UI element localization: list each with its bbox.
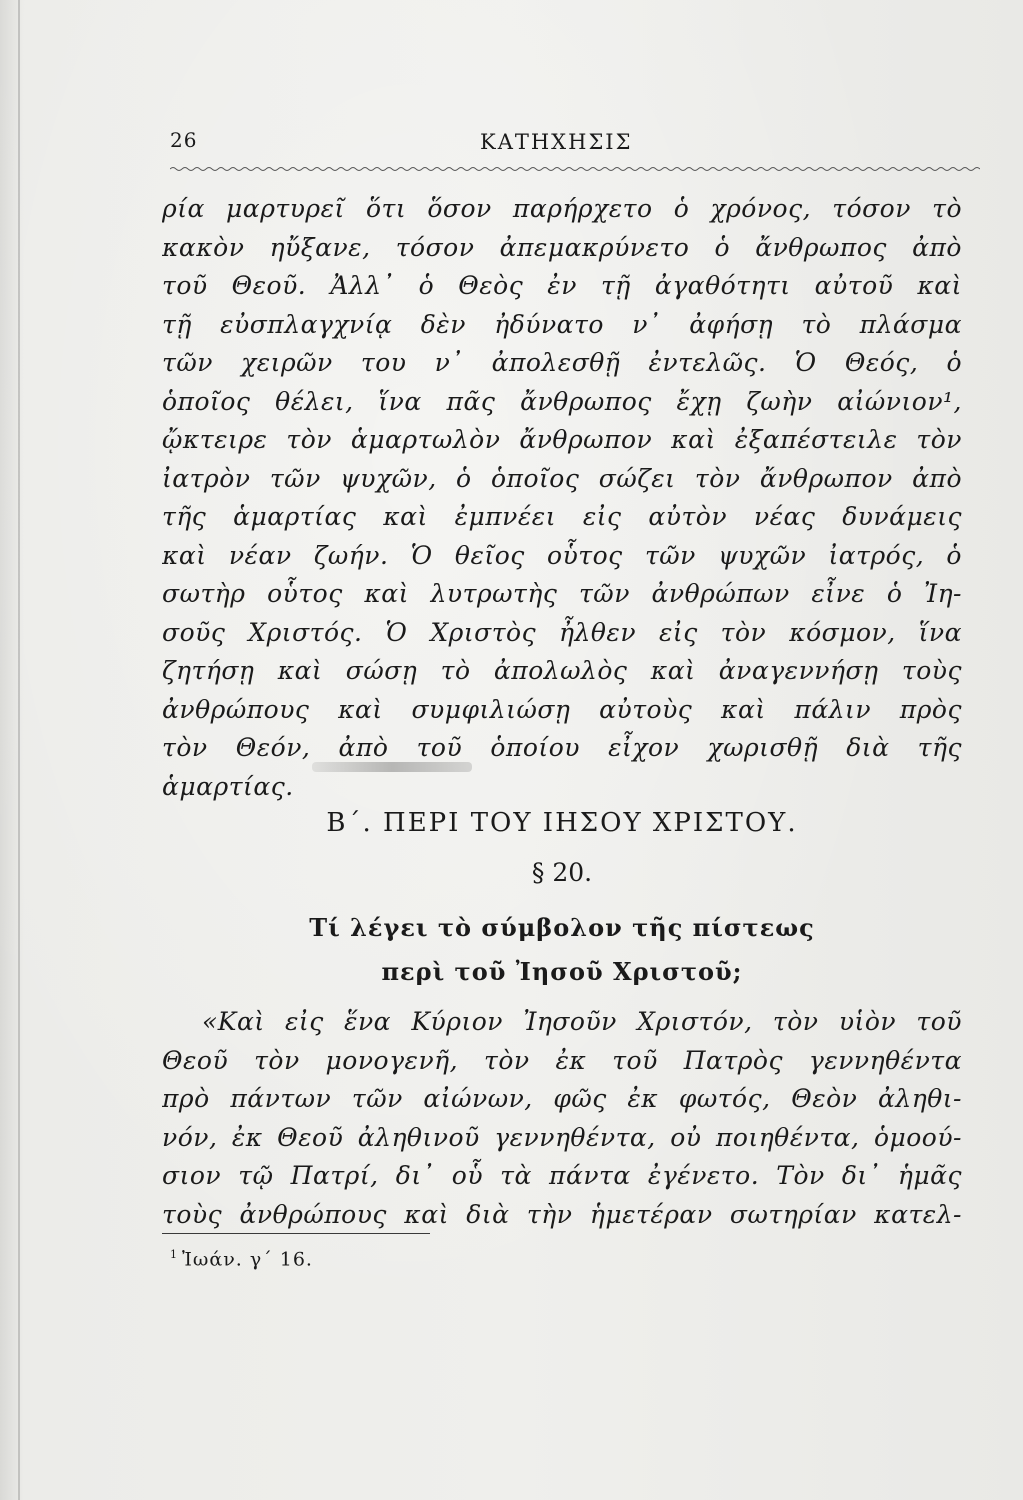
text-line: ᾤκτειρε τὸν ἁμαρτωλὸν ἄνθρωπον καὶ ἐξαπέστειλε τὸν: [162, 425, 962, 454]
text-line: τὸν Θεόν, ἀπὸ τοῦ ὁποίου εἶχον χωρισθῇ διὰ τῆς: [162, 733, 962, 762]
answer-paragraph: [162, 1003, 962, 1234]
footnote-rule: [162, 1233, 430, 1234]
text-line: τοὺς ἀνθρώπους καὶ διὰ τὴν ἡμετέραν σωτηρίαν κατελ-: [162, 1199, 962, 1229]
question-line: Τί λέγει τὸ σύμβολον τῆς πίστεως: [309, 913, 815, 942]
running-title: ΚΑΤΗΧΗΣΙΣ: [480, 130, 633, 154]
paragraph-number: § 20.: [531, 858, 593, 887]
text-line: ἰατρὸν τῶν ψυχῶν, ὁ ὁποῖος σώζει τὸν ἄνθρωπον ἀπὸ: [162, 463, 962, 493]
pencil-mark: [312, 762, 472, 772]
footnote: [170, 1248, 313, 1270]
intro-paragraph: [162, 190, 962, 806]
question-line: περὶ τοῦ Ἰησοῦ Χριστοῦ;: [381, 957, 743, 986]
text-line: ὁποῖος θέλει, ἵνα πᾶς ἄνθρωπος ἔχῃ ζωὴν αἰώνιον¹,: [162, 386, 962, 416]
text-line: σοῦς Χριστός. Ὁ Χριστὸς ἦλθεν εἰς τὸν κόσμον, ἵνα: [162, 617, 962, 647]
text-line: Θεοῦ τὸν μονογενῆ, τὸν ἐκ τοῦ Πατρὸς γεννηθέντα: [162, 1045, 962, 1075]
text-line: τοῦ Θεοῦ. Ἀλλ᾽ ὁ Θεὸς ἐν τῇ ἀγαθότητι αὐτοῦ καὶ: [162, 271, 962, 300]
text-line: τῶν χειρῶν του ν᾽ ἀπολεσθῇ ἐντελῶς. Ὁ Θεός, ὁ: [162, 348, 962, 377]
text-line: νόν, ἐκ Θεοῦ ἀληθινοῦ γεννηθέντα, οὐ ποιηθέντα, ὁμοού-: [162, 1122, 962, 1152]
text-line: σωτὴρ οὗτος καὶ λυτρωτὴς τῶν ἀνθρώπων εἶνε ὁ Ἰη-: [162, 579, 962, 608]
text-line: κακὸν ηὔξανε, τόσον ἀπεμακρύνετο ὁ ἄνθρωπος ἀπὸ: [162, 232, 962, 262]
text-line: «Καὶ εἰς ἕνα Κύριον Ἰησοῦν Χριστόν, τὸν υἱὸν τοῦ: [202, 1007, 962, 1036]
text-line: ρία μαρτυρεῖ ὅτι ὅσον παρήρχετο ὁ χρόνος, τόσον τὸ: [162, 194, 962, 223]
text-line: ζητήσῃ καὶ σώσῃ τὸ ἀπολωλὸς καὶ ἀναγεννήσῃ τοὺς: [162, 656, 962, 685]
catechism-question: [162, 906, 962, 994]
page-number: 26: [170, 128, 198, 152]
footnote-text: Ἰωάν. γ΄ 16.: [182, 1248, 313, 1271]
header-wavy-rule: [170, 166, 980, 172]
text-line: σιον τῷ Πατρί, δι᾽ οὗ τὰ πάντα ἐγένετο. Τὸν δι᾽ ἡμᾶς: [162, 1161, 962, 1190]
text-line: τῇ εὐσπλαγχνίᾳ δὲν ἠδύνατο ν᾽ ἀφήσῃ τὸ πλάσμα: [162, 309, 962, 339]
text-line: τῆς ἁμαρτίας καὶ ἐμπνέει εἰς αὐτὸν νέας δυνάμεις: [162, 502, 962, 531]
binding-edge: [18, 0, 20, 1500]
section-heading: Β΄. ΠΕΡΙ ΤΟΥ ΙΗΣΟΥ ΧΡΙΣΤΟΥ.: [326, 808, 798, 838]
text-line: πρὸ πάντων τῶν αἰώνων, φῶς ἐκ φωτός, Θεὸν ἀληθι-: [162, 1084, 962, 1113]
footnote-marker: 1: [170, 1248, 178, 1261]
text-line: ἀνθρώπους καὶ συμφιλιώσῃ αὐτοὺς καὶ πάλιν πρὸς: [162, 694, 962, 724]
text-line: καὶ νέαν ζωήν. Ὁ θεῖος οὗτος τῶν ψυχῶν ἰατρός, ὁ: [162, 540, 962, 570]
page-header: [170, 128, 980, 158]
text-line: ἁμαρτίας.: [162, 771, 294, 801]
